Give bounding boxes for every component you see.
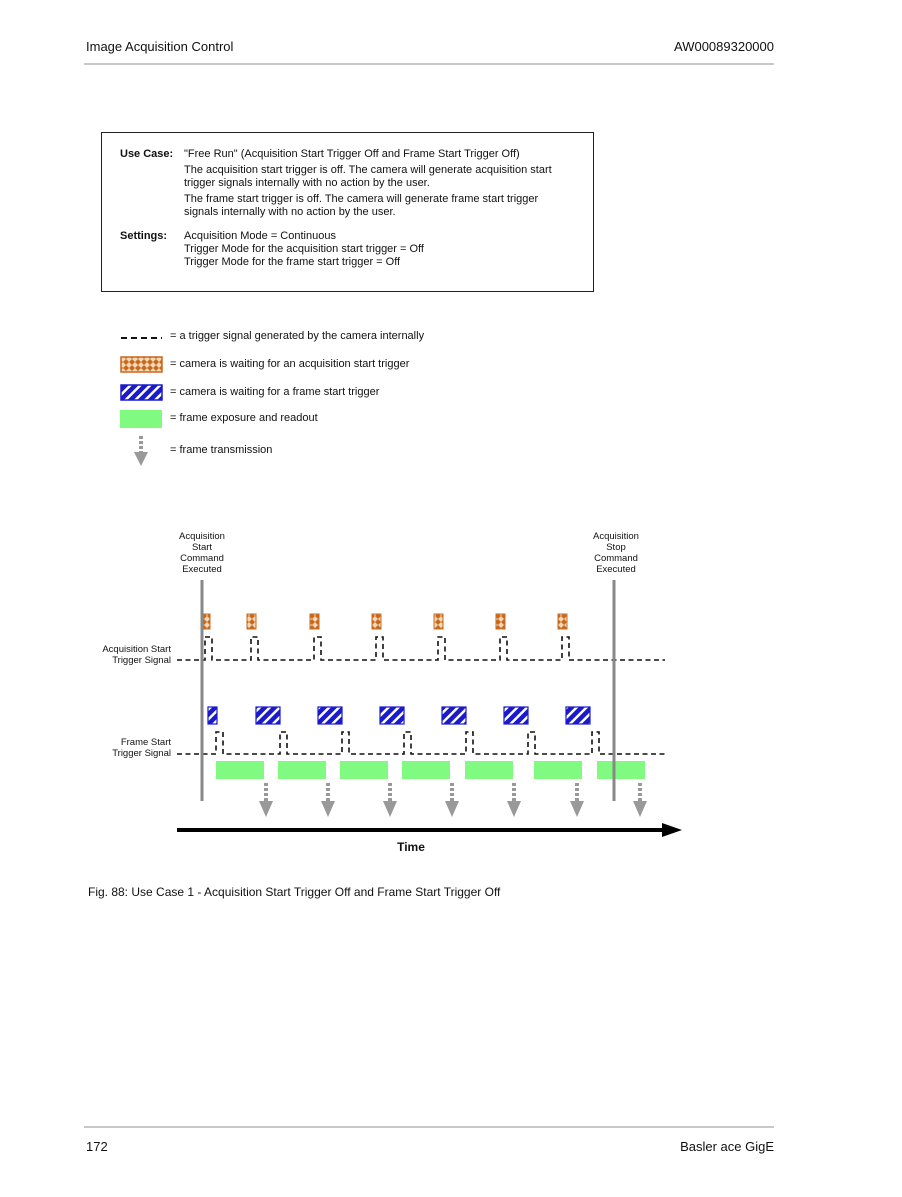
legend-label: = camera is waiting for a frame start trigger <box>170 386 380 398</box>
svg-text:Acquisition: Acquisition <box>179 531 225 542</box>
frame-wait-box <box>504 707 528 724</box>
legend-label: = camera is waiting for an acquisition start trigger <box>170 358 410 370</box>
settings-label: Settings: <box>120 230 168 242</box>
frame-wait-box <box>442 707 466 724</box>
start-marker-label <box>179 531 225 575</box>
svg-text:Command: Command <box>180 553 224 564</box>
frame-wait-box <box>208 707 217 724</box>
section-title: Image Acquisition Control <box>86 39 234 54</box>
orange-crosshatch-icon <box>120 356 164 374</box>
frame-wait-box <box>566 707 590 724</box>
frame-exposure-bar <box>216 761 264 779</box>
frame-exposure-bar <box>597 761 645 779</box>
frame-exposure-bar <box>278 761 326 779</box>
page-number: 172 <box>86 1139 108 1154</box>
acq-start-trigger-signal <box>177 637 665 660</box>
figure-caption: Fig. 88: Use Case 1 - Acquisition Start Trigger Off and Frame Start Trigger Off <box>88 885 501 899</box>
frame-exposure-bar <box>402 761 450 779</box>
acq-wait-box <box>247 614 256 629</box>
frame-wait-box <box>380 707 404 724</box>
use-case-label: Use Case: <box>120 148 174 160</box>
frame-transmission-arrow <box>321 801 335 817</box>
use-case-title: "Free Run" (Acquisition Start Trigger Off and Frame Start Trigger Off) <box>184 148 520 160</box>
frame-transmission-arrow <box>445 801 459 817</box>
svg-text:Executed: Executed <box>182 564 222 575</box>
svg-text:Command: Command <box>594 553 638 564</box>
dashed-line-icon <box>120 331 164 345</box>
use-case-desc-1a: The acquisition start trigger is off. The camera will generate acquisition start <box>184 164 552 176</box>
document-id: AW00089320000 <box>674 39 774 54</box>
frame-transmission-arrow <box>633 801 647 817</box>
timing-diagram <box>0 520 902 880</box>
frame-exposure-bar <box>340 761 388 779</box>
svg-text:Frame Start: Frame Start <box>120 737 171 748</box>
frame-exposure-bar <box>465 761 513 779</box>
acq-wait-box <box>558 614 567 629</box>
gray-dotted-arrow-icon <box>120 436 164 468</box>
svg-text:Stop: Stop <box>606 542 626 553</box>
frame-wait-box <box>256 707 280 724</box>
header-rule <box>84 63 774 65</box>
setting-item: Acquisition Mode = Continuous <box>184 230 336 242</box>
acq-signal-label <box>102 644 171 666</box>
use-case-desc-2a: The frame start trigger is off. The camera will generate frame start trigger <box>184 193 539 205</box>
acq-wait-box <box>310 614 319 629</box>
svg-text:Acquisition: Acquisition <box>593 531 639 542</box>
setting-item: Trigger Mode for the acquisition start trigger = Off <box>184 243 424 255</box>
frame-transmission-arrow <box>383 801 397 817</box>
svg-text:Executed: Executed <box>596 564 636 575</box>
use-case-box <box>101 132 594 292</box>
svg-text:Trigger Signal: Trigger Signal <box>112 655 171 666</box>
time-axis-arrowhead <box>662 823 682 837</box>
frame-transmission-arrow <box>570 801 584 817</box>
legend-label: = a trigger signal generated by the camera internally <box>170 330 425 342</box>
svg-text:Start: Start <box>191 542 213 553</box>
time-label: Time <box>397 840 425 854</box>
frame-transmission-arrow <box>507 801 521 817</box>
frame-exposure-bar <box>534 761 582 779</box>
frame-transmission-arrow <box>259 801 273 817</box>
use-case-desc-2b: signals internally with no action by the user. <box>184 206 396 218</box>
frame-signal-label <box>112 737 171 759</box>
footer-rule <box>84 1126 774 1128</box>
green-bar-icon <box>120 410 164 430</box>
stop-marker-label <box>593 531 639 575</box>
svg-text:Trigger Signal: Trigger Signal <box>112 748 171 759</box>
frame-start-trigger-signal <box>177 732 665 754</box>
legend-label: = frame transmission <box>170 444 273 456</box>
use-case-desc-1b: trigger signals internally with no action by the user. <box>184 177 430 189</box>
acq-wait-box <box>434 614 443 629</box>
blue-hatch-icon <box>120 384 164 402</box>
acq-wait-box <box>372 614 381 629</box>
svg-text:Acquisition Start: Acquisition Start <box>102 644 171 655</box>
legend-label: = frame exposure and readout <box>170 412 318 424</box>
acq-wait-box <box>496 614 505 629</box>
frame-wait-box <box>318 707 342 724</box>
setting-item: Trigger Mode for the frame start trigger = Off <box>184 256 401 268</box>
product-name: Basler ace GigE <box>680 1139 774 1154</box>
